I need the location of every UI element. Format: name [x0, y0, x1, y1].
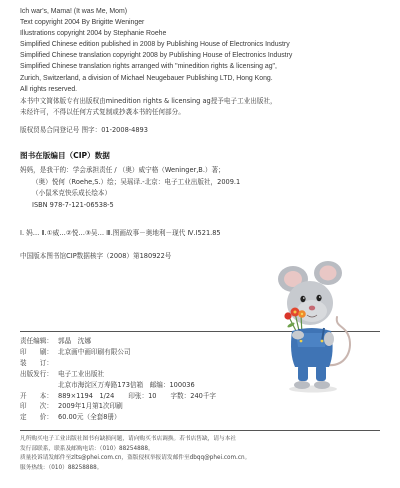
divider-bottom — [20, 430, 380, 431]
cip-classification: Ⅰ. 妈… Ⅱ.①威…②悦…③吴… Ⅲ.图画故事－奥地利－现代 Ⅳ.I521.85 — [20, 229, 221, 237]
detail-row-print — [20, 347, 216, 358]
cip-line: （奥）悦何（Roehe,S.）绘；吴瑶译.-北京：电子工业出版社，2009.1 — [32, 177, 241, 186]
mouse-illustration — [265, 255, 370, 395]
english-copyright-block — [20, 6, 392, 95]
english-line: Ich war's, Mama! (It was Me, Mom) — [20, 8, 127, 15]
detail-label: 定 价： — [20, 413, 53, 422]
detail-label: 出版发行： — [20, 369, 53, 378]
detail-label: 字数： — [170, 391, 191, 400]
detail-row-edition — [20, 401, 216, 412]
detail-label: 印张： — [128, 391, 149, 400]
detail-label: 责任编辑： — [20, 337, 53, 345]
cip-line: 妈妈，是我干的：学会承担责任 / （奥）威宁格（Weninger,B.）著； — [20, 166, 225, 174]
rights-notice — [20, 96, 277, 118]
cip-line: ISBN 978-7-121-06538-5 — [32, 200, 114, 209]
detail-row-price — [20, 412, 216, 423]
detail-label: 印 刷： — [20, 347, 53, 356]
detail-row-publisher — [20, 369, 216, 380]
footnote-block — [20, 435, 385, 473]
detail-label: 装 订： — [20, 358, 53, 367]
cip-record — [20, 165, 370, 211]
cip-number: 中国版本图书馆CIP数据核字（2008）第180922号 — [20, 252, 172, 260]
english-line: Illustrations copyright 2004 by Stephanie Roehe — [20, 30, 167, 38]
detail-value: 北京画中画印刷有限公司 — [58, 347, 131, 356]
english-line: All rights reserved. — [20, 85, 78, 93]
detail-value: 电子工业出版社 — [58, 369, 105, 378]
footnote-line: 凡所购买电子工业出版社图书有缺损问题，请向购买书店调换。若书店售缺，请与本社 — [20, 436, 237, 442]
detail-value: 北京市海淀区万寿路173信箱 邮编：100036 — [58, 380, 195, 389]
cip-heading: 图书在版编目（CIP）数据 — [20, 151, 110, 160]
english-line: Simplified Chinese edition published in 2008 by Publishing House of Electronics Industry — [20, 41, 290, 49]
english-line: Zurich, Switzerland, a division of Michael Neugebauer Publishing LTD, Hong Kong. — [20, 74, 273, 82]
detail-value: 60.00元（全套8册） — [58, 413, 121, 422]
notice-line: 未经许可，不得以任何方式复制或抄袭本书的任何部分。 — [20, 108, 185, 116]
footnote-line: 发行部联系，联系及邮购电话：（010）88254888。 — [20, 445, 154, 452]
footnote-line: 质量投诉请发邮件至zlts@phei.com.cn，盗版侵权举报请发邮件至dbqq@phei.com.cn。 — [20, 455, 251, 462]
detail-row-editor — [20, 336, 216, 347]
detail-value: 10 — [148, 391, 157, 400]
publication-details — [20, 336, 216, 423]
english-line: Simplified Chinese translation rights arranged with "minedition rights & licensing ag", — [20, 63, 277, 71]
footnote-line: 服务热线：（010）88258888。 — [20, 464, 103, 471]
detail-row-binding — [20, 358, 216, 369]
cip-line: （小鼠米克快乐成长绘本） — [32, 189, 112, 197]
detail-label: 印 次： — [20, 402, 53, 411]
detail-label: 开 本： — [20, 391, 53, 400]
detail-value: 889×1194 1/24 — [58, 391, 115, 400]
contract-number: 版权贸易合同登记号 图字：01-2008-4893 — [20, 126, 148, 134]
detail-value: 240千字 — [190, 391, 217, 400]
detail-value: 郭晶 沈娜 — [58, 337, 91, 345]
detail-row-format — [20, 391, 216, 402]
english-line: Text copyright 2004 By Brigitte Weninger — [20, 19, 145, 27]
detail-row-address — [20, 380, 216, 391]
mouse-with-flowers-icon — [265, 255, 370, 395]
english-line: Simplified Chinese translation copyright 2008 by Publishing House of Electronics Industry — [20, 52, 293, 60]
detail-value: 2009年1月第1次印刷 — [58, 402, 123, 411]
notice-line: 本书中文简体版专有出版权由minedition rights & licensing ag授予电子工业出版社， — [20, 97, 277, 105]
